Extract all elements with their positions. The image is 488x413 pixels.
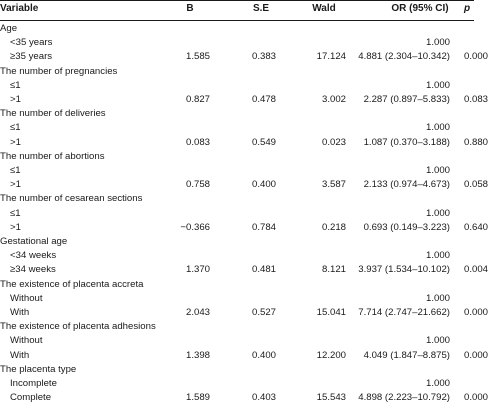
table-row — [0, 249, 474, 263]
cell-p: 0.083 — [463, 94, 488, 105]
table-row — [0, 221, 488, 235]
cell-wald: 15.041 — [316, 307, 346, 318]
cell-p: 0.880 — [463, 136, 488, 148]
table-row — [0, 164, 474, 178]
table-row — [0, 36, 474, 50]
table-row — [0, 263, 488, 277]
cell-or: 7.714 (2.747–21.662) — [358, 307, 450, 318]
cell-variable: >1 — [10, 94, 21, 105]
table-row — [0, 50, 488, 64]
table-row — [0, 207, 474, 221]
cell-se: 0.400 — [251, 179, 276, 191]
cell-variable: >1 — [10, 221, 21, 233]
table-row — [0, 178, 488, 192]
header-b: B — [186, 3, 194, 14]
cell-or: 1.000 — [425, 122, 450, 134]
header-or: OR (95% CI) — [391, 3, 449, 14]
header-p: p — [463, 3, 471, 14]
cell-b: 2.043 — [185, 307, 210, 318]
header-se: S.E — [252, 3, 270, 14]
cell-p: 0.000 — [463, 392, 488, 404]
cell-b: 0.827 — [185, 94, 210, 105]
cell-wald: 15.543 — [316, 392, 346, 404]
cell-variable: ≤1 — [10, 165, 21, 176]
cell-p: 0.640 — [463, 221, 488, 233]
cell-wald: 12.200 — [316, 349, 346, 361]
cell-or: 2.287 (0.897–5.833) — [363, 94, 450, 105]
header-variable: Variable — [0, 3, 39, 14]
cell-b: 1.398 — [185, 349, 210, 361]
top-rule — [0, 0, 474, 1]
cell-b: 0.758 — [185, 179, 210, 191]
table-row — [0, 363, 474, 377]
cell-variable: ≤1 — [10, 207, 21, 219]
cell-p: 0.000 — [463, 51, 488, 63]
table-row — [0, 306, 488, 320]
cell-p: 0.000 — [463, 349, 488, 361]
cell-variable: The number of deliveries — [0, 108, 106, 120]
cell-or: 1.000 — [425, 250, 450, 262]
cell-se: 0.383 — [251, 51, 276, 63]
cell-variable: Age — [0, 23, 18, 34]
table-row — [0, 292, 474, 306]
cell-b: 1.589 — [185, 392, 210, 404]
table-row — [0, 235, 474, 249]
cell-or: 1.000 — [425, 37, 450, 49]
cell-or: 1.087 (0.370–3.188) — [363, 136, 450, 148]
cell-or: 3.937 (1.534–10.102) — [358, 264, 450, 276]
table-row — [0, 150, 474, 164]
cell-or: 4.881 (2.304–10.342) — [358, 51, 450, 63]
table-row — [0, 65, 474, 79]
table-row — [0, 278, 474, 292]
cell-wald: 0.023 — [321, 136, 346, 148]
cell-variable: The placenta type — [0, 363, 77, 375]
cell-variable: The number of pregnancies — [0, 65, 118, 77]
cell-se: 0.784 — [251, 221, 276, 233]
cell-variable: With — [10, 349, 30, 361]
cell-or: 0.693 (0.149–3.223) — [363, 221, 450, 233]
cell-or: 4.049 (1.847–8.875) — [363, 349, 450, 361]
table-row — [0, 79, 474, 93]
table-row — [0, 320, 474, 334]
cell-se: 0.527 — [251, 307, 276, 318]
cell-p: 0.004 — [463, 264, 488, 276]
cell-se: 0.478 — [251, 94, 276, 105]
cell-or: 1.000 — [425, 207, 450, 219]
cell-se: 0.400 — [251, 349, 276, 361]
cell-variable: With — [10, 307, 30, 318]
cell-or: 1.000 — [425, 165, 450, 176]
table-row — [0, 22, 474, 36]
cell-b: 0.083 — [185, 136, 210, 148]
cell-variable: The number of abortions — [0, 150, 105, 162]
cell-variable: <35 years — [10, 37, 53, 49]
cell-variable: >1 — [10, 136, 21, 148]
cell-or: 1.000 — [425, 79, 450, 91]
cell-wald: 3.002 — [321, 94, 346, 105]
cell-b: −0.366 — [180, 221, 210, 233]
cell-wald: 8.121 — [321, 264, 346, 276]
cell-b: 1.370 — [185, 264, 210, 276]
cell-or: 1.000 — [425, 378, 450, 389]
table-row — [0, 334, 474, 348]
cell-variable: ≤1 — [10, 122, 21, 134]
cell-variable: ≥35 years — [10, 51, 53, 63]
table-header — [0, 0, 474, 21]
cell-variable: Incomplete — [10, 378, 57, 389]
table-row — [0, 349, 488, 363]
cell-wald: 0.218 — [321, 221, 346, 233]
table-row — [0, 93, 488, 107]
cell-variable: >1 — [10, 179, 21, 191]
cell-variable: Complete — [10, 392, 52, 404]
table-row — [0, 377, 474, 391]
table-row — [0, 391, 488, 405]
cell-p: 0.058 — [463, 179, 488, 191]
cell-wald: 17.124 — [316, 51, 346, 63]
header-wald: Wald — [312, 3, 336, 14]
cell-p: 0.000 — [463, 307, 488, 318]
cell-variable: ≥34 weeks — [10, 264, 56, 276]
cell-or: 1.000 — [425, 335, 450, 347]
table-row — [0, 107, 474, 121]
cell-b: 1.585 — [185, 51, 210, 63]
cell-variable: <34 weeks — [10, 250, 57, 262]
cell-or: 4.898 (2.223–10.792) — [358, 392, 450, 404]
cell-variable: Without — [10, 335, 43, 347]
cell-or: 2.133 (0.974–4.673) — [363, 179, 450, 191]
cell-wald: 3.587 — [321, 179, 346, 191]
cell-variable: ≤1 — [10, 79, 21, 91]
cell-variable: Without — [10, 292, 43, 304]
cell-or: 1.000 — [425, 292, 450, 304]
cell-se: 0.549 — [251, 136, 276, 148]
cell-se: 0.403 — [251, 392, 276, 404]
table-row — [0, 121, 474, 135]
cell-variable: The existence of placenta adhesions — [0, 321, 156, 333]
cell-variable: Gestational age — [0, 236, 68, 247]
table-row — [0, 136, 488, 150]
cell-variable: The number of cesarean sections — [0, 193, 143, 205]
cell-se: 0.481 — [251, 264, 276, 276]
table-row — [0, 192, 474, 206]
cell-variable: The existence of placenta accreta — [0, 278, 144, 290]
